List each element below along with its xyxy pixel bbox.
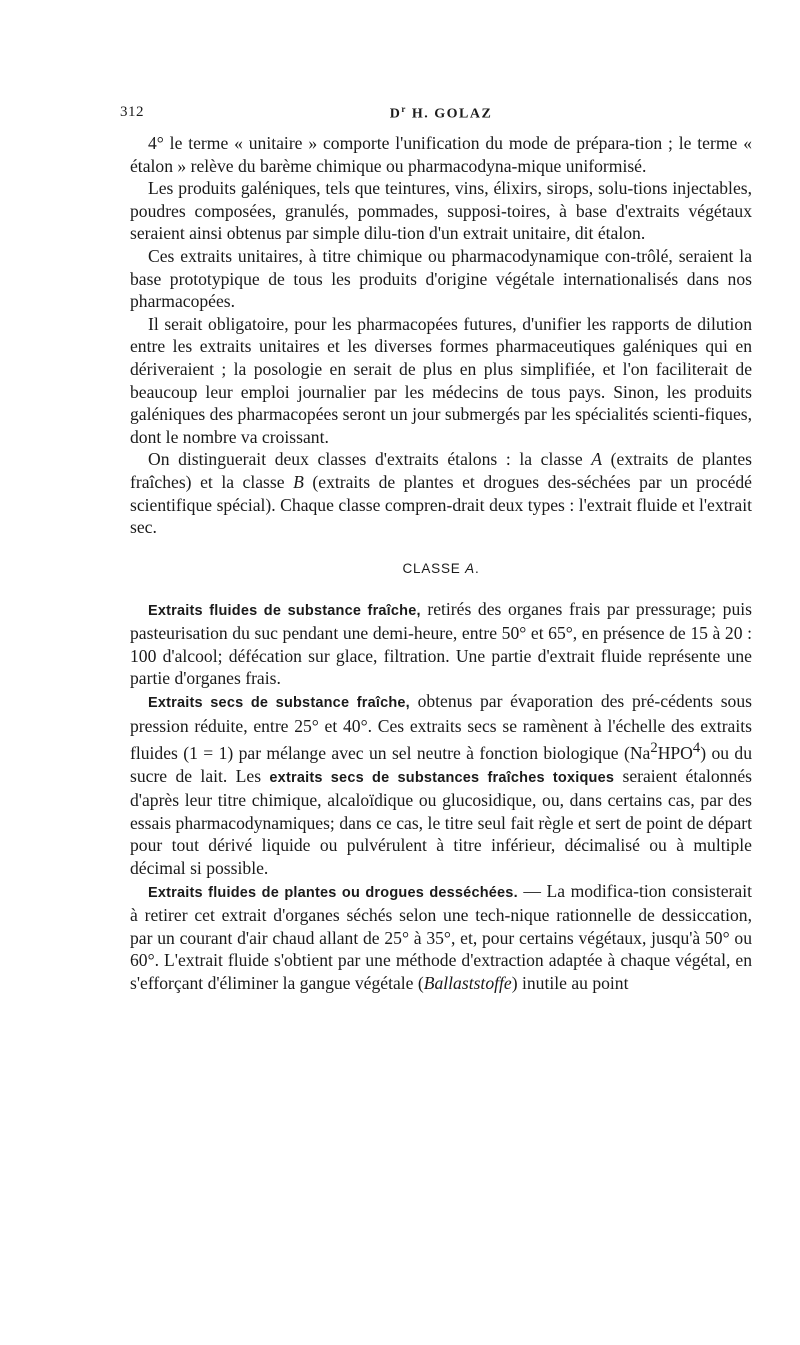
section-paragraph-2-text-d: seraient étalonnés d'après leur titre chimique, alcaloïdique ou glucosidique, ou, dans certains cas, par des essais pharmacodynamiques; dans ce cas, le titre seul fait règle et sert de point de départ pour tout dérivé liquide ou pulvérulent à titre inférieur, décimalisé ou à multiple décimal si possible. xyxy=(130,765,752,879)
paragraph-5 xyxy=(130,448,752,538)
document-page xyxy=(120,100,753,995)
section-paragraph-2-text-b: HPO xyxy=(657,743,693,764)
paragraph-1: 4° le terme « unitaire » comporte l'unification du mode de prépara-tion ; le terme « étalon » relève du barème chimique ou pharmacodyna-mique uniformisé. xyxy=(130,133,752,176)
section-paragraph-1-lead: Extraits fluides de substance fraîche, xyxy=(148,602,421,619)
running-head xyxy=(120,100,752,126)
section-paragraph-2-text-c: ) ou du sucre de lait. Les xyxy=(130,743,753,786)
ballaststoffe-term: Ballaststoffe xyxy=(423,973,512,994)
paragraph-2: Les produits galéniques, tels que teintures, vins, élixirs, sirops, solu-tions injectables, poudres composées, granulés, pommades, supposi-toires, à base d'extraits végétaux seraient ainsi obtenus par simple dilu-tion d'un extrait unitaire, dit étalon. xyxy=(130,178,752,244)
author-name: H. GOLAZ xyxy=(406,106,493,122)
class-a-ref: A xyxy=(591,449,603,470)
section-heading-letter: A xyxy=(465,560,475,576)
section-paragraph-3-lead: Extraits fluides de plantes ou drogues desséchées. xyxy=(148,884,518,901)
section-paragraph-1 xyxy=(130,598,752,690)
author-header xyxy=(130,104,752,123)
section-paragraph-1-text: retirés des organes frais par pressurage; puis pasteurisation du suc pendant une demi-heure, entre 50° et 65°, en présence de 15 à 20 : 100 d'alcool; défécation sur glace, filtration. Une partie d'extrait fluide représente une partie d'organes frais. xyxy=(130,598,752,689)
class-b-ref: B xyxy=(293,471,304,492)
author-superscript: r xyxy=(401,104,407,114)
section-paragraph-2-text-a: obtenus par évaporation des pré-cédents sous pression réduite, entre 25° et 40°. Ces extraits secs se ramènent à l'échelle des extraits fluides (1 = 1) par mélange avec un sel neutre à fonction biologique (Na xyxy=(130,691,752,764)
paragraph-4: Il serait obligatoire, pour les pharmacopées futures, d'unifier les rapports de dilution entre les extraits unitaires et les diverses formes pharmaceutiques galéniques qui en dériveraient ; la posologie en serait de plus en plus simplifiée, et l'on faciliterait de beaucoup leur emploi journalier par les médecins de tous pays. Sinon, les produits galéniques des pharmacopées seront un jour submergés par les spécialités scienti-fiques, dont le nombre va croissant. xyxy=(130,313,752,447)
paragraph-3: Ces extraits unitaires, à titre chimique ou pharmacodynamique con-trôlé, seraient la base prototypique de tous les produits d'origine végétale internationalisés dans nos pharmacopées. xyxy=(130,245,752,312)
section-paragraph-2-lead-b: extraits secs de substances fraîches toxiques xyxy=(269,769,615,786)
section-paragraph-2 xyxy=(130,690,752,880)
paragraph-5-text-b: (extraits de plantes fraîches) et la classe xyxy=(130,449,752,492)
author-prefix: D xyxy=(389,106,402,122)
paragraph-5-text-a: On distinguerait deux classes d'extraits étalons : la classe xyxy=(148,449,592,470)
paragraph-5-text-c: (extraits de plantes et drogues des-séchées par un procédé scientifique spécial). Chaque classe compren-drait deux types : l'extrait fluide et l'extrait sec. xyxy=(130,471,752,538)
section-paragraph-3 xyxy=(130,880,752,995)
section-heading-suffix: . xyxy=(474,560,480,576)
formula-sup-a: 2 xyxy=(650,740,658,757)
section-heading xyxy=(130,561,752,576)
section-paragraph-2-lead: Extraits secs de substance fraîche, xyxy=(148,695,410,712)
section-paragraph-3-text-a: — La modifica-tion consisterait à retirer cet extrait d'organes séchés selon une tech-nique rationnelle de dessiccation, par un courant d'air chaud allant de 25° à 35°, et, pour certains végétaux, jusqu'à 50° ou 60°. L'extrait fluide s'obtient par une méthode d'extraction adaptée à chaque végétal, en s'efforçant d'éliminer la gangue végétale ( xyxy=(130,880,752,994)
section-paragraph-3-text-b: ) inutile au point xyxy=(511,973,629,994)
section-heading-prefix: CLASSE xyxy=(402,560,466,576)
formula-sup-b: 4 xyxy=(692,740,701,757)
page-number: 312 xyxy=(120,104,144,120)
